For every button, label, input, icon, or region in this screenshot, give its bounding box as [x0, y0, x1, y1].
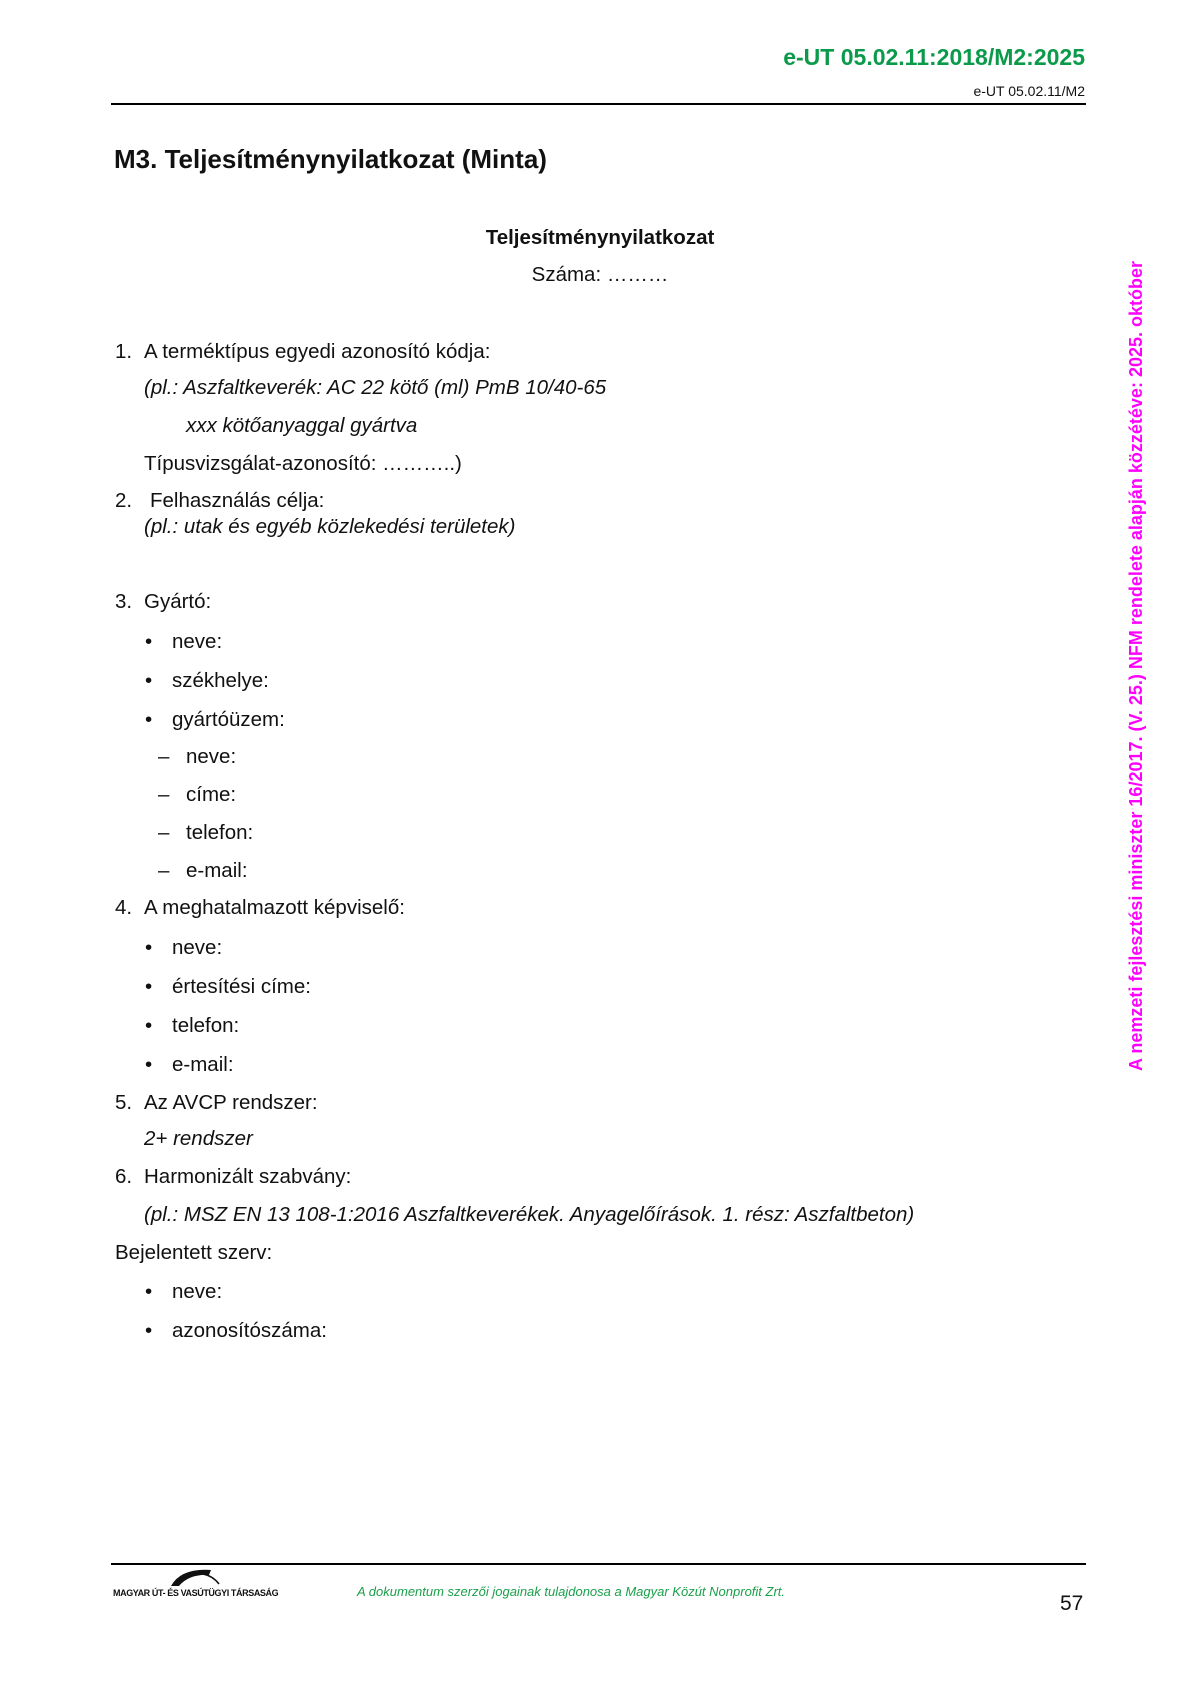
header-subcode: e-UT 05.02.11/M2 — [973, 83, 1085, 99]
bullet-icon: • — [145, 936, 153, 959]
page-title: M3. Teljesítménynyilatkozat (Minta) — [114, 144, 547, 174]
example-text: (pl.: utak és egyéb közlekedési területek) — [144, 515, 516, 538]
logo-text: MAGYAR ÚT- ÉS VASÚTÜGYI TÁRSASÁG — [113, 1588, 279, 1598]
sub-list-item: telefon: — [186, 821, 254, 844]
bullet-icon: • — [145, 1014, 153, 1037]
dash-icon: – — [158, 821, 170, 844]
section-label: Bejelentett szerv: — [115, 1241, 273, 1264]
page-number: 57 — [1060, 1592, 1084, 1615]
dash-icon: – — [158, 783, 170, 806]
type-test-id: Típusvizsgálat-azonosító: ………..) — [144, 452, 462, 475]
bullet-icon: • — [145, 1053, 153, 1076]
section-label: Az AVCP rendszer: — [144, 1091, 318, 1114]
sub-list-item: neve: — [186, 745, 237, 768]
publication-note: A nemzeti fejlesztési miniszter 16/2017. (V. 25.) NFM rendelete alapján közzétéve: 2025. október — [1126, 261, 1146, 1071]
example-text: (pl.: Aszfaltkeverék: AC 22 kötő (ml) PmB 10/40-65 — [144, 376, 607, 399]
avcp-value: 2+ rendszer — [144, 1127, 253, 1150]
copyright-notice: A dokumentum szerzői jogainak tulajdonosa a Magyar Közút Nonprofit Zrt. — [357, 1584, 786, 1599]
list-item: gyártóüzem: — [172, 708, 285, 731]
section-label: A terméktípus egyedi azonosító kódja: — [144, 340, 491, 363]
section-number: 6. — [115, 1165, 133, 1188]
section-number: 3. — [115, 590, 133, 613]
list-item: neve: — [172, 630, 223, 653]
section-label: Gyártó: — [144, 590, 212, 613]
dash-icon: – — [158, 859, 170, 882]
list-item: neve: — [172, 1280, 223, 1303]
bullet-icon: • — [145, 669, 153, 692]
sub-list-item: e-mail: — [186, 859, 248, 882]
list-item: értesítési címe: — [172, 975, 311, 998]
header-divider — [111, 103, 1086, 105]
section-label: A meghatalmazott képviselő: — [144, 896, 405, 919]
example-text: (pl.: MSZ EN 13 108-1:2016 Aszfaltkeverékek. Anyagelőírások. 1. rész: Aszfaltbeton) — [144, 1203, 915, 1226]
bullet-icon: • — [145, 1280, 153, 1303]
list-item: neve: — [172, 936, 223, 959]
sub-list-item: címe: — [186, 783, 237, 806]
footer-divider — [111, 1563, 1086, 1565]
bullet-icon: • — [145, 1319, 153, 1342]
dash-icon: – — [158, 745, 170, 768]
logo-icon — [163, 1566, 223, 1588]
list-item: e-mail: — [172, 1053, 234, 1076]
bullet-icon: • — [145, 630, 153, 653]
section-number: 5. — [115, 1091, 133, 1114]
list-item: azonosítószáma: — [172, 1319, 327, 1342]
section-label: Felhasználás célja: — [150, 489, 325, 512]
declaration-number: Száma: ……… — [531, 263, 669, 286]
section-number: 1. — [115, 340, 133, 363]
bullet-icon: • — [145, 975, 153, 998]
section-number: 2. — [115, 489, 133, 512]
list-item: telefon: — [172, 1014, 240, 1037]
bullet-icon: • — [145, 708, 153, 731]
header-code: e-UT 05.02.11:2018/M2:2025 — [783, 44, 1085, 70]
section-number: 4. — [115, 896, 133, 919]
example-text: xxx kötőanyaggal gyártva — [186, 414, 418, 437]
section-label: Harmonizált szabvány: — [144, 1165, 352, 1188]
list-item: székhelye: — [172, 669, 269, 692]
declaration-heading: Teljesítménynyilatkozat — [485, 226, 715, 249]
society-logo — [113, 1572, 279, 1612]
